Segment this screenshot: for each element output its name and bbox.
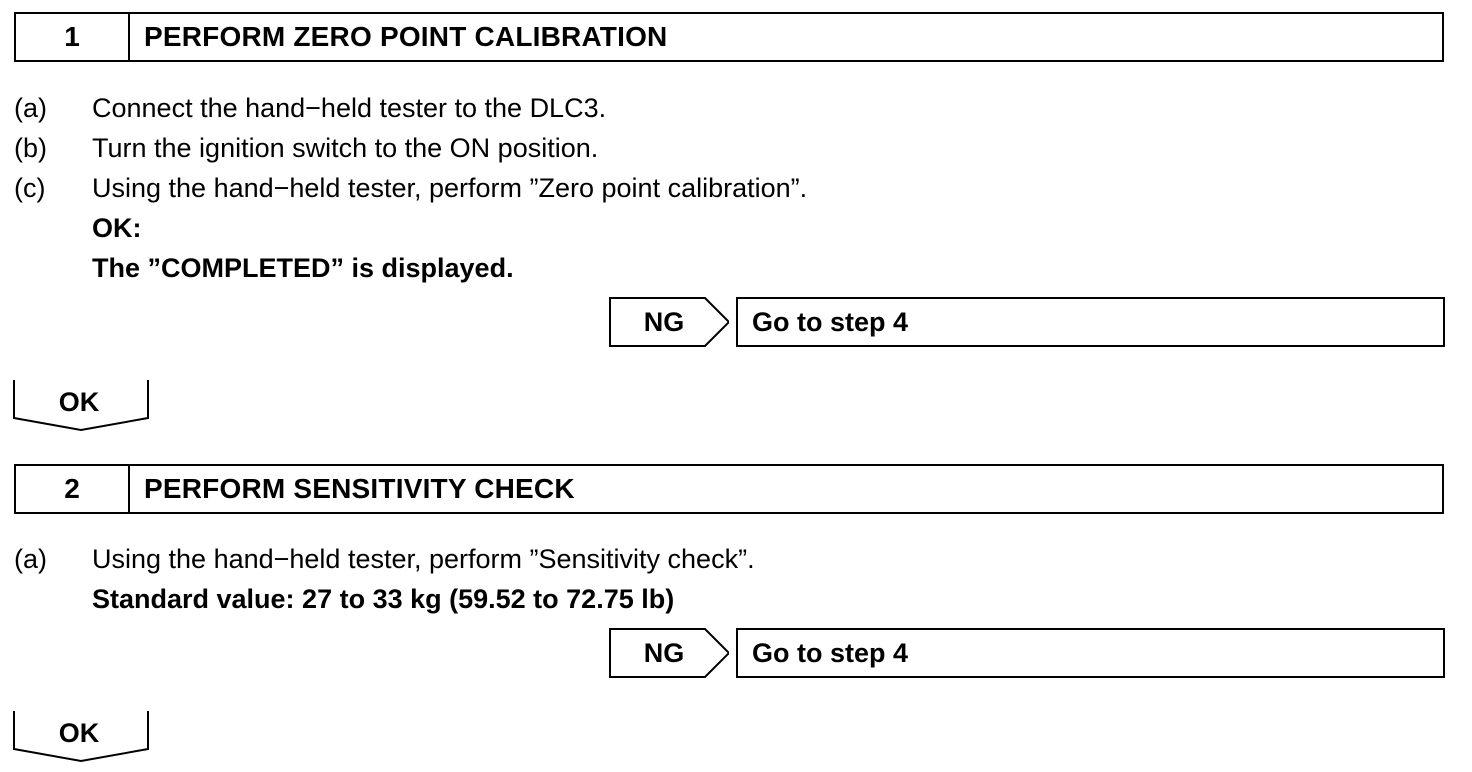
step-1-header	[14, 12, 1444, 62]
ng-label: NG	[643, 637, 685, 668]
ng-action-box[interactable]: Go to step 4	[736, 297, 1445, 347]
step-number: 2	[16, 466, 130, 512]
item-marker: (b)	[14, 133, 47, 163]
step-title: PERFORM SENSITIVITY CHECK	[144, 473, 575, 504]
item-marker: (a)	[14, 93, 47, 123]
item-text: Using the hand−held tester, perform ”Zero point calibration”.	[92, 173, 808, 203]
step-2-header	[14, 464, 1444, 514]
ok-label: OK	[58, 386, 100, 417]
spec-text: OK:	[92, 213, 142, 243]
ng-label: NG	[643, 306, 685, 337]
step-1-ng-branch	[609, 297, 1445, 347]
spec-text: The ”COMPLETED” is displayed.	[92, 253, 514, 283]
item-marker: (c)	[14, 173, 46, 203]
step-number: 1	[16, 14, 130, 60]
step-1-ok-branch	[13, 380, 150, 432]
item-text: Connect the hand−held tester to the DLC3.	[92, 93, 607, 123]
step-2-ok-branch	[13, 711, 150, 763]
ok-label: OK	[58, 717, 100, 748]
item-text: Turn the ignition switch to the ON position.	[92, 133, 599, 163]
item-text: Using the hand−held tester, perform ”Sensitivity check”.	[92, 544, 755, 574]
ng-action-box[interactable]: Go to step 4	[736, 628, 1445, 678]
spec-text: Standard value: 27 to 33 kg (59.52 to 72.75 lb)	[92, 584, 675, 614]
step-title: PERFORM ZERO POINT CALIBRATION	[144, 21, 668, 52]
step-2-ng-branch	[609, 628, 1445, 678]
item-marker: (a)	[14, 544, 47, 574]
